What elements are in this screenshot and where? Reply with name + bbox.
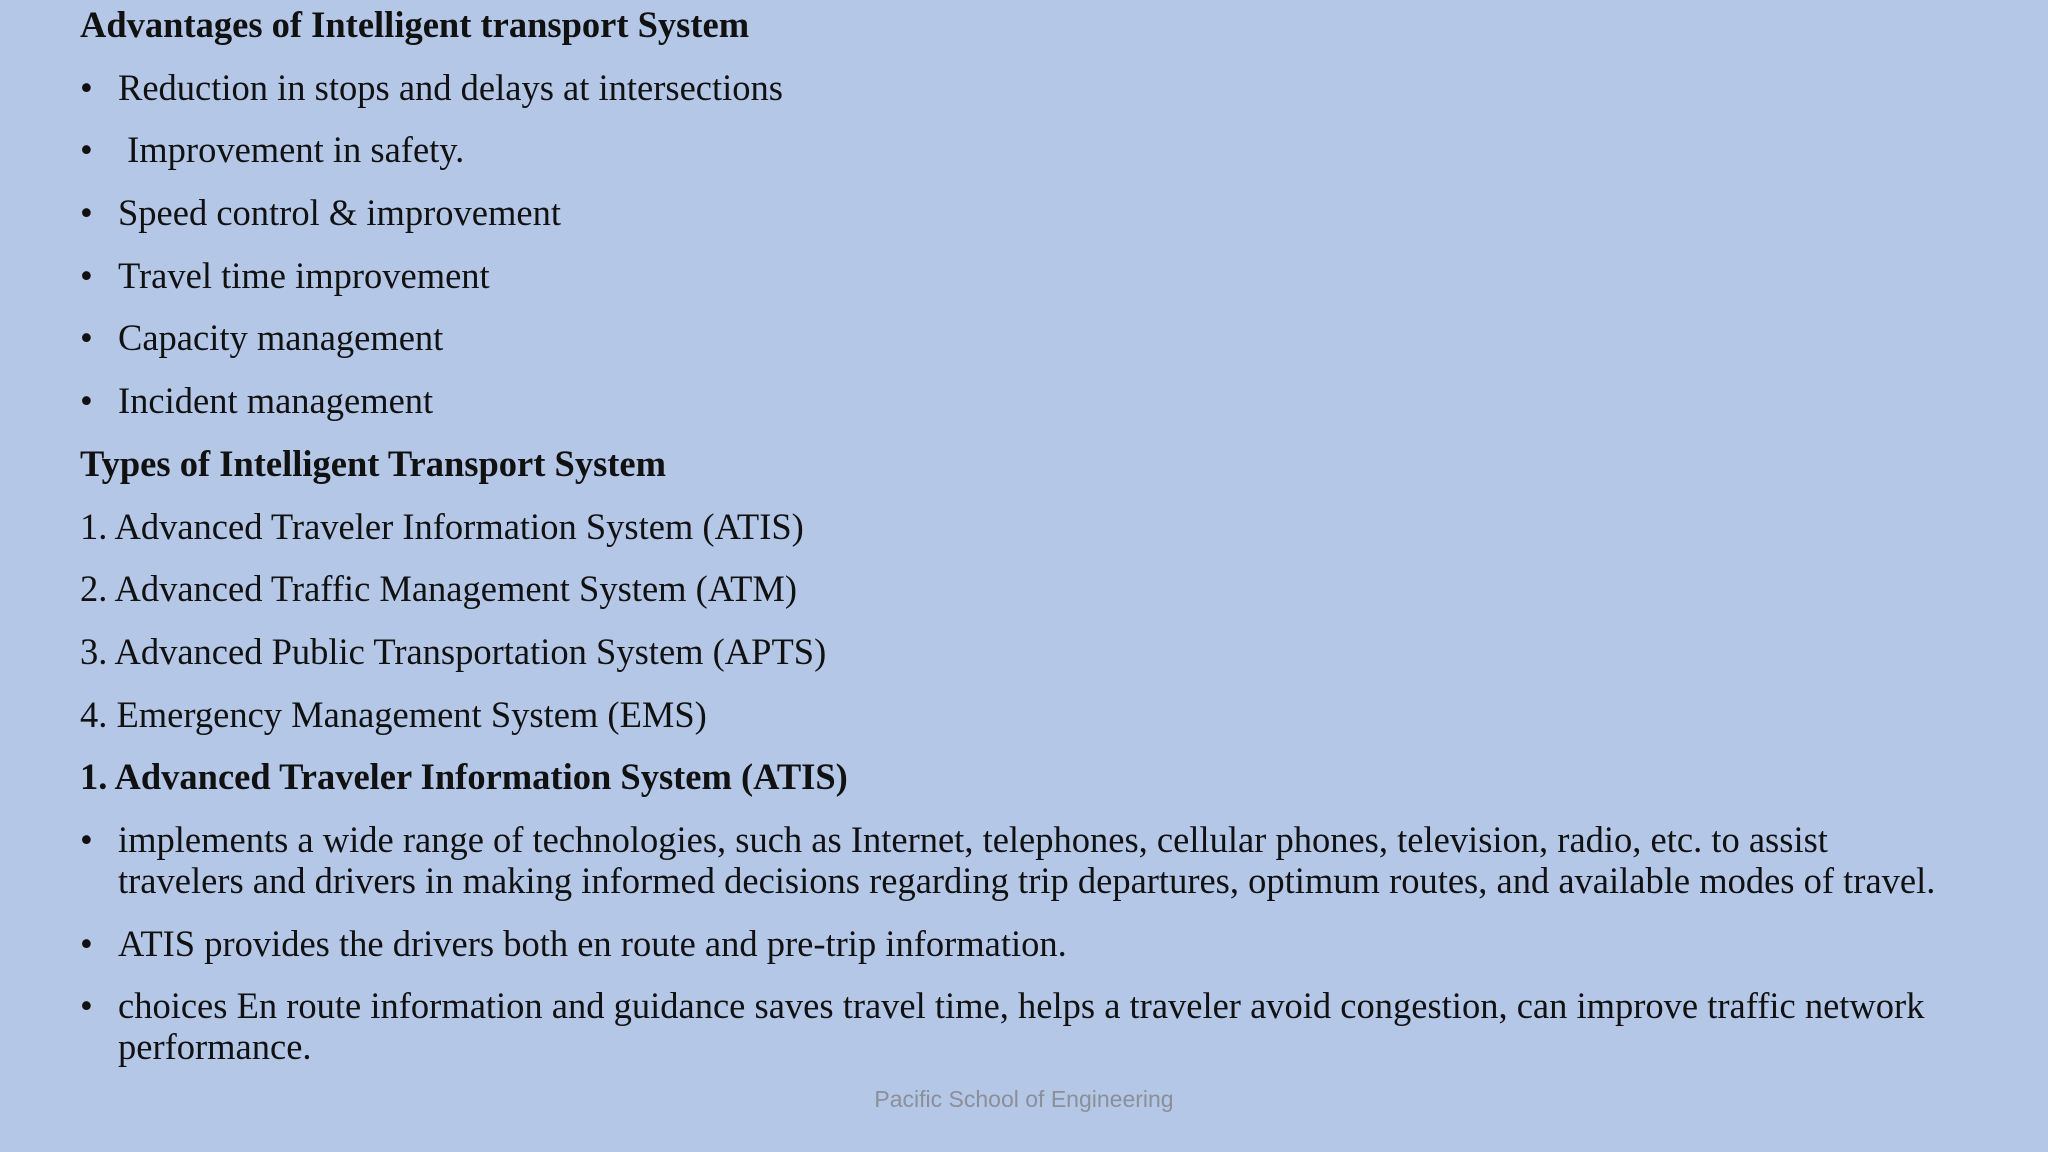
- bullet-icon: •: [80, 985, 93, 1027]
- bullet-icon: •: [80, 66, 93, 108]
- bullet-icon: •: [80, 192, 93, 234]
- slide-footer: Pacific School of Engineering: [874, 1086, 1174, 1112]
- advantages-heading: Advantages of Intelligent transport System: [80, 4, 750, 45]
- bullet-icon: •: [80, 818, 93, 860]
- atis-item-text: ATIS provides the drivers both en route and pre-trip information.: [118, 922, 1067, 964]
- advantage-item: [80, 380, 1980, 421]
- advantage-item: [80, 317, 1980, 358]
- atis-item-text: implements a wide range of technologies, such as Internet, telephones, cellular phones, television, radio, etc. to assist travelers and drivers in making informed decisions regarding trip departures, optimum routes, and available modes of travel.: [118, 818, 1936, 901]
- bullet-icon: •: [80, 380, 93, 422]
- atis-item-text: choices En route information and guidance saves travel time, helps a traveler avoid congestion, can improve traffic network performance.: [118, 985, 1925, 1068]
- atis-item: [80, 819, 1958, 901]
- type-item: 1. Advanced Traveler Information System (ATIS): [80, 505, 804, 547]
- bullet-icon: •: [80, 129, 93, 171]
- advantage-item-text: Incident management: [118, 380, 434, 422]
- types-heading: Types of Intelligent Transport System: [80, 442, 667, 484]
- advantage-item-text: Capacity management: [118, 317, 444, 359]
- type-item: 3. Advanced Public Transportation System (APTS): [80, 630, 827, 672]
- type-item: 4. Emergency Management System (EMS): [80, 693, 707, 735]
- advantage-item: [80, 129, 1980, 170]
- bullet-icon: •: [80, 922, 93, 964]
- advantage-item-text: Improvement in safety.: [118, 129, 465, 171]
- bullet-icon: •: [80, 254, 93, 296]
- advantage-item-text: Travel time improvement: [118, 254, 490, 296]
- advantage-item: [80, 255, 1980, 296]
- atis-heading: 1. Advanced Traveler Information System (ATIS): [80, 756, 848, 798]
- advantage-item: [80, 192, 1980, 233]
- slide-content: [80, 4, 1980, 1089]
- advantage-item-text: Reduction in stops and delays at intersections: [118, 66, 783, 108]
- advantage-item: [80, 67, 1980, 108]
- atis-item: [80, 985, 1958, 1067]
- advantage-item-text: Speed control & improvement: [118, 192, 561, 234]
- type-item: 2. Advanced Traffic Management System (ATM): [80, 568, 798, 610]
- atis-item: [80, 923, 1980, 964]
- bullet-icon: •: [80, 317, 93, 359]
